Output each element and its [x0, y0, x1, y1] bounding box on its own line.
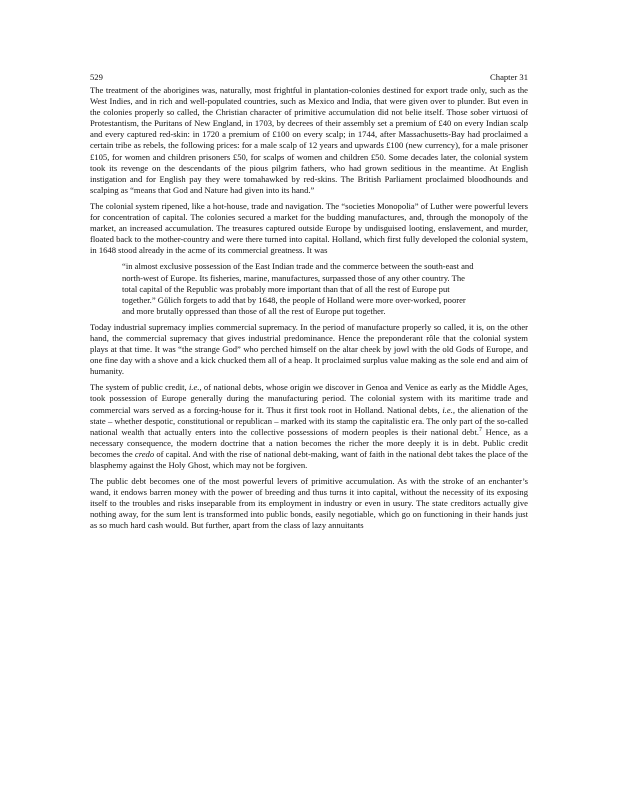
paragraph-aborigines: The treatment of the aborigines was, naturally, most frightful in plantation-colonies destined for export trade only, such as the West Indies, and in rich and well-populated countries, such as Mexico and India, that were given over to plunder. But even in the colonies properly so called, the Christian character of primitive accumulation did not belie itself. Those sober virtuosi of Protestantism, the Puritans of New England, in 1703, by decrees of their assembly set a premium of £40 on every Indian scalp and every captured red-skin: in 1720 a premium of £100 on every scalp; in 1744, after Massachusetts-Bay had proclaimed a certain tribe as rebels, the following prices: for a male scalp of 12 years and upwards £100 (new currency), for a male prisoner £105, for women and children prisoners £50, for scalps of women and children £50. Some decades later, the colonial system took its revenge on the descendants of the pious pilgrim fathers, who had grown seditious in the meantime. At English instigation and for English pay they were tomahawked by red-skins. The British Parliament proclaimed bloodhounds and scalping as “means that God and Nature had given into its hand.”	[90, 85, 528, 195]
text-segment: Hence, as a necessary consequence, the modern doctrine that a nation becomes the richer the more deeply it is in debt. Public credit becomes the	[90, 426, 528, 459]
italic-ie: i.e.	[188, 382, 200, 393]
footnote-marker[interactable]: 7	[479, 426, 482, 433]
text-segment: , the alienation of the state – whether despotic, constitutional or republican – marked with its stamp the capitalistic era. The only part of the so-called national wealth that actually enters into the collective possessions of modern peoples is their national debt.	[90, 404, 528, 437]
italic-credo: credo	[134, 448, 155, 459]
chapter-label: Chapter 31	[490, 72, 528, 82]
running-header	[90, 72, 528, 83]
paragraph-public-debt: The public debt becomes one of the most powerful levers of primitive accumulation. As with the stroke of an enchanter’s wand, it endows barren money with the power of breeding and thus turns it into capital, without the necessity of its exposing itself to the troubles and risks inseparable from its employment in industry or even in usury. The state creditors actually give nothing away, for the sum lent is transformed into public bonds, easily negotiable, which go on functioning in their hands just as so much hard cash would. But further, apart from the class of lazy annuitants	[90, 476, 528, 531]
page-number: 529	[90, 72, 103, 82]
text-segment: , of national debts, whose origin we discover in Genoa and Venice as early as the Middle Ages, took possession of Europe generally during the manufacturing period. The colonial system with its maritime trade and commercial wars served as a forcing-house for it. Thus it first took root in Holland. National debts,	[90, 382, 528, 415]
italic-ie: i.e.	[442, 404, 453, 415]
paragraph-public-credit	[90, 382, 528, 471]
document-page	[90, 72, 528, 537]
paragraph-industrial-supremacy: Today industrial supremacy implies commercial supremacy. In the period of manufacture properly so called, it is, on the other hand, the commercial supremacy that gives industrial predominance. Hence the preponderant rôle that the colonial system plays at that time. It was “the strange God” who perched himself on the altar cheek by jowl with the old Gods of Europe, and one fine day with a shove and a kick chucked them all of a heap. It proclaimed surplus value making as the sole end and aim of humanity.	[90, 321, 528, 377]
text-segment: The system of public credit,	[90, 382, 189, 393]
paragraph-colonial-system: The colonial system ripened, like a hot-house, trade and navigation. The “societies Monopolia” of Luther were powerful levers for concentration of capital. The colonies secured a market for the budding manufactures, and, through the monopoly of the market, an increased accumulation. The treasures captured outside Europe by undisguised looting, enslavement, and murder, floated back to the mother-country and were there turned into capital. Holland, which first fully developed the colonial system, in 1648 stood already in the acme of its commercial greatness. It was	[90, 200, 528, 256]
text-segment: of capital. And with the rise of national debt-making, want of faith in the national debt takes the place of the blasphemy against the Holy Ghost, which may not be forgiven.	[90, 448, 528, 470]
block-quote-holland: “in almost exclusive possession of the East Indian trade and the commerce between the south-east and north-west of Europe. Its fisheries, marine, manufactures, surpassed those of any other country. The total capital of the Republic was probably more important than that of all the rest of Europe put together.” Gülich forgets to add that by 1648, the people of Holland were more over-worked, poorer and more brutally oppressed than those of all the rest of Europe put together.	[122, 261, 474, 316]
